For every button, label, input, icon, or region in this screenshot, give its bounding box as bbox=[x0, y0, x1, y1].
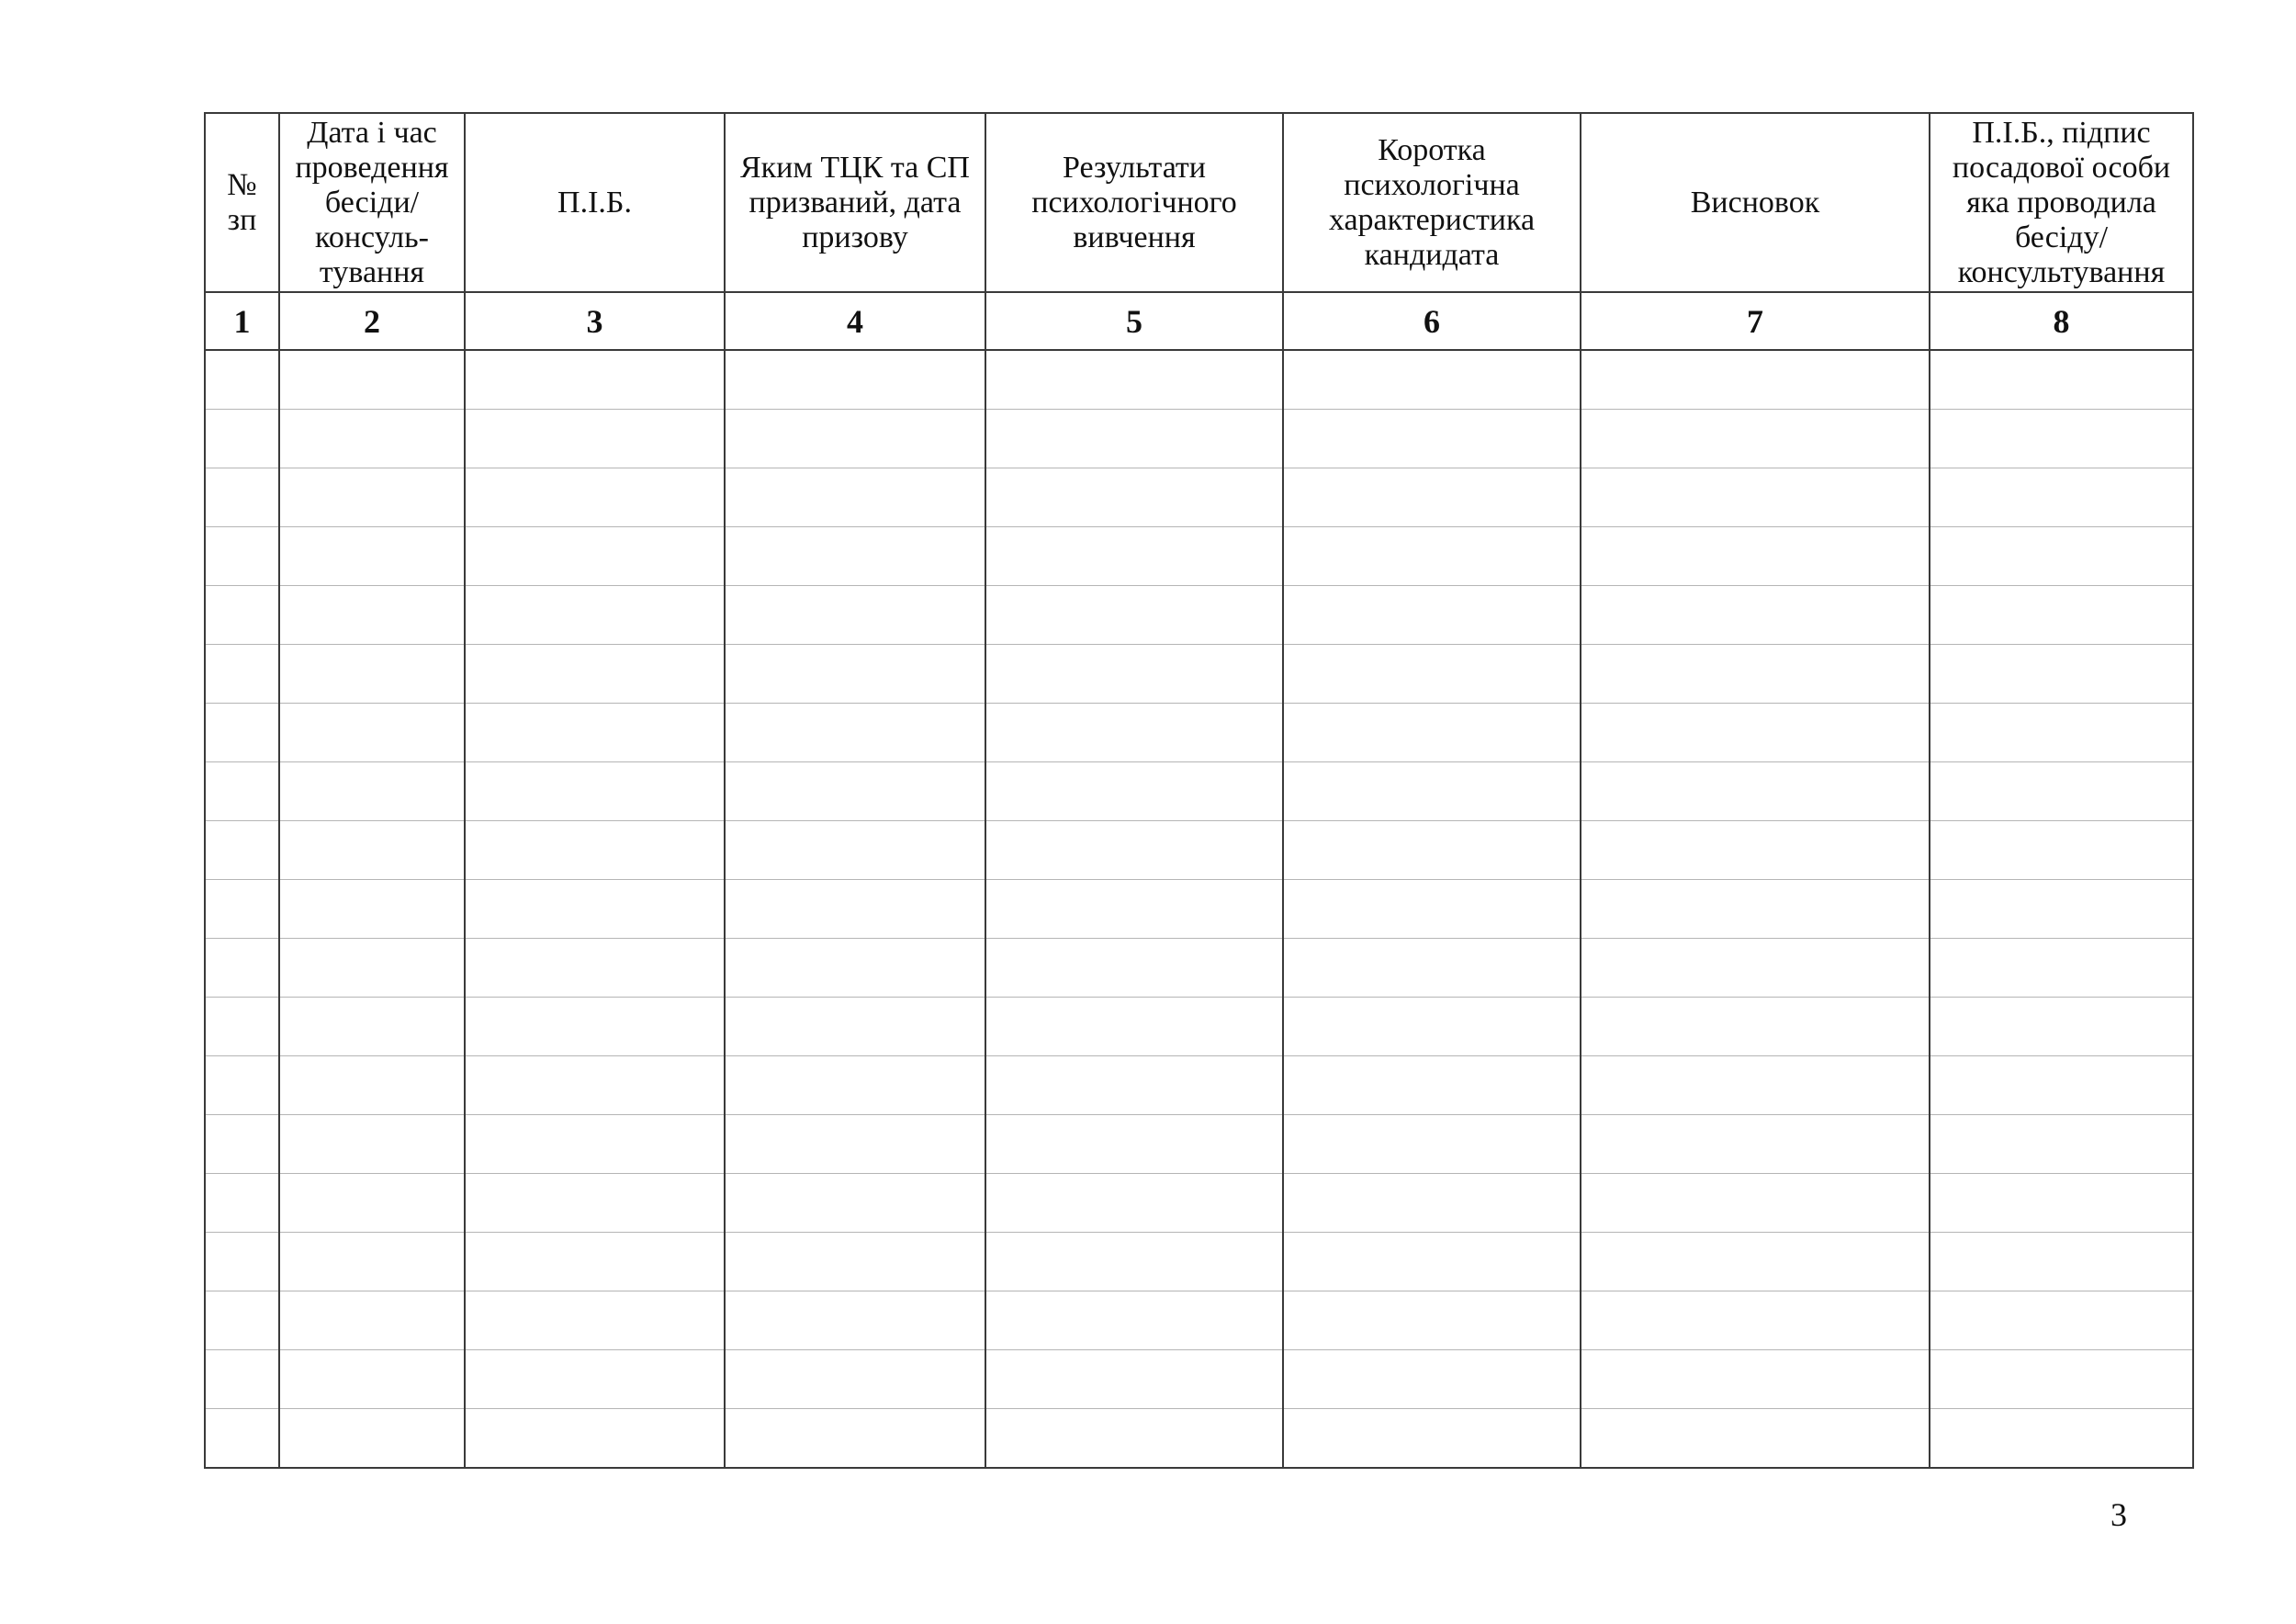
table-cell bbox=[725, 586, 985, 645]
table-cell bbox=[725, 762, 985, 821]
table-cell bbox=[465, 350, 725, 410]
table-cell bbox=[1930, 1174, 2193, 1233]
table-cell bbox=[279, 1350, 465, 1409]
table-cell bbox=[725, 1409, 985, 1469]
table-cell bbox=[1930, 939, 2193, 998]
conversation-log-table bbox=[204, 112, 2194, 1469]
header-psychological-results: Результати психологічного вивчення bbox=[985, 113, 1283, 292]
table-row bbox=[205, 645, 2193, 704]
table-row bbox=[205, 1174, 2193, 1233]
table-cell bbox=[985, 821, 1283, 880]
table-cell bbox=[1930, 704, 2193, 762]
table-cell bbox=[1581, 1233, 1930, 1291]
table-cell bbox=[725, 645, 985, 704]
table-cell bbox=[1581, 586, 1930, 645]
table-cell bbox=[279, 998, 465, 1056]
table-cell bbox=[465, 880, 725, 939]
table-cell bbox=[1283, 939, 1581, 998]
table-cell bbox=[205, 410, 279, 468]
table-cell bbox=[205, 880, 279, 939]
table-cell bbox=[1283, 527, 1581, 586]
table-cell bbox=[279, 762, 465, 821]
table-cell bbox=[465, 704, 725, 762]
table-cell bbox=[985, 762, 1283, 821]
table-cell bbox=[1581, 880, 1930, 939]
table-cell bbox=[1930, 586, 2193, 645]
header-number: № зп bbox=[205, 113, 279, 292]
table-cell bbox=[205, 1056, 279, 1115]
table-cell bbox=[205, 1291, 279, 1350]
column-number: 4 bbox=[725, 292, 985, 350]
table-cell bbox=[1283, 468, 1581, 527]
table-cell bbox=[279, 527, 465, 586]
table-cell bbox=[465, 1115, 725, 1174]
header-official-signature: П.І.Б., підпис посадової особи яка проводила бесіду/ консультування bbox=[1930, 113, 2193, 292]
table-row bbox=[205, 1115, 2193, 1174]
table-cell bbox=[725, 1115, 985, 1174]
table-cell bbox=[725, 527, 985, 586]
table-row bbox=[205, 998, 2193, 1056]
page-number: 3 bbox=[2110, 1496, 2127, 1533]
table-cell bbox=[279, 1174, 465, 1233]
header-full-name: П.І.Б. bbox=[465, 113, 725, 292]
table-cell bbox=[1283, 1115, 1581, 1174]
table-cell bbox=[985, 880, 1283, 939]
table-cell bbox=[1283, 880, 1581, 939]
table-cell bbox=[1283, 704, 1581, 762]
table-cell bbox=[985, 410, 1283, 468]
table-cell bbox=[985, 645, 1283, 704]
table-row bbox=[205, 880, 2193, 939]
table-cell bbox=[279, 1233, 465, 1291]
table-cell bbox=[1581, 350, 1930, 410]
table-row bbox=[205, 704, 2193, 762]
table-row bbox=[205, 586, 2193, 645]
table-cell bbox=[1283, 1350, 1581, 1409]
table-cell bbox=[985, 527, 1283, 586]
table-cell bbox=[279, 468, 465, 527]
table-cell bbox=[1930, 645, 2193, 704]
table-row bbox=[205, 350, 2193, 410]
header-row bbox=[205, 113, 2193, 292]
table-cell bbox=[279, 939, 465, 998]
table-cell bbox=[985, 1056, 1283, 1115]
table-cell bbox=[1283, 821, 1581, 880]
table-cell bbox=[1581, 939, 1930, 998]
table-cell bbox=[725, 1174, 985, 1233]
table-cell bbox=[1930, 410, 2193, 468]
table-cell bbox=[1283, 998, 1581, 1056]
table-cell bbox=[1581, 1174, 1930, 1233]
table-cell bbox=[725, 821, 985, 880]
table-cell bbox=[1581, 1115, 1930, 1174]
table-cell bbox=[985, 350, 1283, 410]
table-cell bbox=[985, 1174, 1283, 1233]
table-row bbox=[205, 1056, 2193, 1115]
table-cell bbox=[279, 821, 465, 880]
table-cell bbox=[1930, 1115, 2193, 1174]
table-cell bbox=[1930, 762, 2193, 821]
table-row bbox=[205, 410, 2193, 468]
header-candidate-characteristic: Коротка психологічна характеристика кандидата bbox=[1283, 113, 1581, 292]
table-cell bbox=[205, 645, 279, 704]
table-row bbox=[205, 821, 2193, 880]
table-row bbox=[205, 1409, 2193, 1469]
header-conscription-office: Яким ТЦК та СП призваний, дата призову bbox=[725, 113, 985, 292]
table-cell bbox=[1283, 762, 1581, 821]
table-row bbox=[205, 1350, 2193, 1409]
table-cell bbox=[279, 1115, 465, 1174]
table-cell bbox=[1283, 1233, 1581, 1291]
table-cell bbox=[1283, 410, 1581, 468]
table-cell bbox=[1930, 1350, 2193, 1409]
table-cell bbox=[205, 1233, 279, 1291]
table-cell bbox=[1581, 704, 1930, 762]
table-cell bbox=[205, 821, 279, 880]
table-cell bbox=[1283, 586, 1581, 645]
table-cell bbox=[465, 1233, 725, 1291]
table-cell bbox=[1930, 998, 2193, 1056]
table-cell bbox=[1930, 350, 2193, 410]
table-cell bbox=[465, 1409, 725, 1469]
table-cell bbox=[985, 998, 1283, 1056]
table-cell bbox=[1581, 1291, 1930, 1350]
table-cell bbox=[725, 1056, 985, 1115]
table-cell bbox=[465, 527, 725, 586]
table-cell bbox=[725, 350, 985, 410]
table-cell bbox=[1581, 1056, 1930, 1115]
table-row bbox=[205, 939, 2193, 998]
table-cell bbox=[725, 939, 985, 998]
table-cell bbox=[985, 586, 1283, 645]
column-number: 3 bbox=[465, 292, 725, 350]
table-cell bbox=[279, 1056, 465, 1115]
column-number: 5 bbox=[985, 292, 1283, 350]
table-cell bbox=[1930, 1233, 2193, 1291]
table-cell bbox=[725, 1350, 985, 1409]
table-cell bbox=[279, 410, 465, 468]
table-cell bbox=[1581, 468, 1930, 527]
table-cell bbox=[205, 1409, 279, 1469]
header-date-time: Дата і час проведення бесіди/ консуль- тування bbox=[279, 113, 465, 292]
table-cell bbox=[1930, 821, 2193, 880]
table-cell bbox=[1283, 350, 1581, 410]
table-cell bbox=[985, 468, 1283, 527]
table-cell bbox=[1581, 998, 1930, 1056]
table-cell bbox=[725, 880, 985, 939]
table-cell bbox=[1581, 762, 1930, 821]
table-cell bbox=[1581, 410, 1930, 468]
table-cell bbox=[465, 998, 725, 1056]
table-cell bbox=[465, 762, 725, 821]
table-cell bbox=[279, 1409, 465, 1469]
table-cell bbox=[465, 410, 725, 468]
table-cell bbox=[1283, 1291, 1581, 1350]
table-cell bbox=[205, 998, 279, 1056]
table-cell bbox=[1283, 1409, 1581, 1469]
column-number: 7 bbox=[1581, 292, 1930, 350]
table-row bbox=[205, 468, 2193, 527]
table-cell bbox=[205, 939, 279, 998]
table-cell bbox=[205, 1115, 279, 1174]
table-cell bbox=[465, 1291, 725, 1350]
table-cell bbox=[205, 527, 279, 586]
table-cell bbox=[205, 586, 279, 645]
table-cell bbox=[465, 468, 725, 527]
table-cell bbox=[985, 1350, 1283, 1409]
table-cell bbox=[205, 468, 279, 527]
table-cell bbox=[465, 586, 725, 645]
table-cell bbox=[1283, 1056, 1581, 1115]
table-cell bbox=[725, 410, 985, 468]
table-cell bbox=[725, 998, 985, 1056]
table-cell bbox=[465, 1174, 725, 1233]
column-number: 8 bbox=[1930, 292, 2193, 350]
table-body bbox=[205, 350, 2193, 1468]
table-cell bbox=[1581, 1350, 1930, 1409]
table-cell bbox=[465, 1056, 725, 1115]
table-cell bbox=[1581, 1409, 1930, 1469]
column-number: 1 bbox=[205, 292, 279, 350]
table-cell bbox=[205, 704, 279, 762]
column-number: 2 bbox=[279, 292, 465, 350]
table-cell bbox=[205, 1174, 279, 1233]
table-cell bbox=[279, 350, 465, 410]
table-row bbox=[205, 762, 2193, 821]
table-cell bbox=[279, 704, 465, 762]
table-cell bbox=[725, 1233, 985, 1291]
column-number-row bbox=[205, 292, 2193, 350]
table-cell bbox=[279, 880, 465, 939]
table-cell bbox=[1283, 1174, 1581, 1233]
table-cell bbox=[205, 762, 279, 821]
table-cell bbox=[1283, 645, 1581, 704]
table-cell bbox=[465, 939, 725, 998]
table-cell bbox=[279, 645, 465, 704]
table-row bbox=[205, 527, 2193, 586]
table-cell bbox=[725, 704, 985, 762]
table-cell bbox=[985, 1115, 1283, 1174]
table-cell bbox=[1930, 1291, 2193, 1350]
table-cell bbox=[1930, 1409, 2193, 1469]
table-cell bbox=[205, 350, 279, 410]
column-number: 6 bbox=[1283, 292, 1581, 350]
table-cell bbox=[985, 704, 1283, 762]
table-cell bbox=[465, 1350, 725, 1409]
table-row bbox=[205, 1233, 2193, 1291]
table-cell bbox=[725, 1291, 985, 1350]
table-cell bbox=[1930, 880, 2193, 939]
table-cell bbox=[1581, 527, 1930, 586]
table-cell bbox=[1930, 468, 2193, 527]
table-cell bbox=[985, 939, 1283, 998]
table-cell bbox=[1930, 527, 2193, 586]
table-cell bbox=[985, 1409, 1283, 1469]
header-conclusion: Висновок bbox=[1581, 113, 1930, 292]
table-cell bbox=[465, 645, 725, 704]
table-cell bbox=[465, 821, 725, 880]
table-cell bbox=[985, 1233, 1283, 1291]
table-cell bbox=[1581, 645, 1930, 704]
table-cell bbox=[985, 1291, 1283, 1350]
table-cell bbox=[1581, 821, 1930, 880]
table-row bbox=[205, 1291, 2193, 1350]
table-cell bbox=[1930, 1056, 2193, 1115]
table-cell bbox=[279, 1291, 465, 1350]
table-cell bbox=[725, 468, 985, 527]
table-cell bbox=[279, 586, 465, 645]
table-cell bbox=[205, 1350, 279, 1409]
